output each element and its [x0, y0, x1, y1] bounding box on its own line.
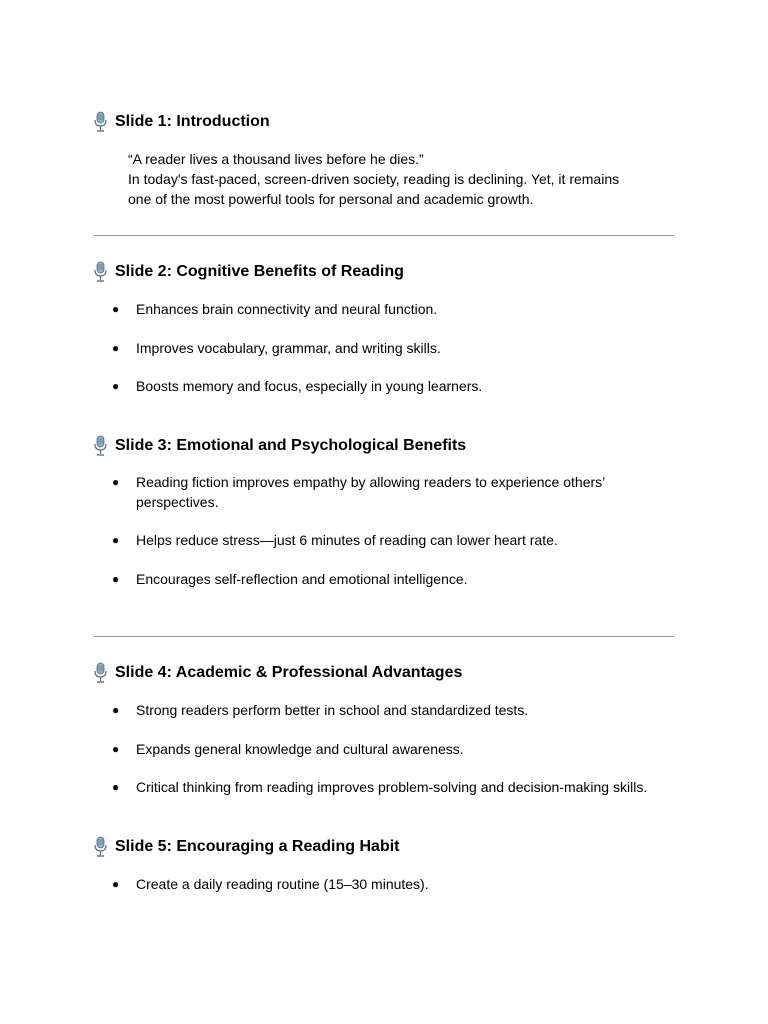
slide-1-title: Slide 1: Introduction: [115, 113, 270, 130]
list-item-text: Improves vocabulary, grammar, and writing skills.: [136, 340, 441, 356]
list-item: [112, 472, 612, 512]
intro-paragraph-line-1: In today's fast-paced, screen-driven society, reading is declining. Yet, it remains: [128, 171, 620, 187]
list-item-text: Enhances brain connectivity and neural function.: [136, 301, 438, 317]
list-item-text: Helps reduce stress—just 6 minutes of reading can lower heart rate.: [136, 532, 558, 548]
microphone-icon: [92, 261, 109, 283]
list-item-text: Encourages self-reflection and emotional intelligence.: [136, 571, 468, 587]
list-item: [112, 739, 652, 759]
microphone-icon: [92, 435, 109, 457]
list-item: [112, 777, 692, 797]
slide-2-heading: [92, 260, 404, 284]
microphone-icon: [92, 662, 109, 684]
list-item-text: Expands general knowledge and cultural awareness.: [136, 741, 464, 757]
list-item: [112, 338, 652, 358]
slide-5-heading: [92, 835, 399, 859]
bullet-icon: ●: [112, 877, 120, 891]
microphone-icon: [92, 836, 109, 858]
intro-paragraph-line-2: one of the most powerful tools for personal and academic growth.: [128, 191, 534, 207]
slide-2-title: Slide 2: Cognitive Benefits of Reading: [115, 263, 404, 280]
list-item: [112, 874, 652, 894]
bullet-icon: ●: [112, 703, 120, 717]
section-divider: [94, 636, 674, 637]
bullet-icon: ●: [112, 302, 120, 316]
list-item: [112, 700, 652, 720]
bullet-icon: ●: [112, 475, 120, 489]
list-item-text: Strong readers perform better in school and standardized tests.: [136, 702, 529, 718]
list-item: [112, 376, 652, 396]
slide-3-title: Slide 3: Emotional and Psychological Benefits: [115, 437, 467, 454]
section-divider: [94, 235, 674, 236]
list-item: [112, 299, 652, 319]
list-item: [112, 530, 652, 550]
bullet-icon: ●: [112, 742, 120, 756]
bullet-icon: ●: [112, 379, 120, 393]
bullet-icon: ●: [112, 572, 120, 586]
intro-quote: “A reader lives a thousand lives before he dies.”: [128, 151, 424, 167]
slide-3-heading: [92, 434, 466, 458]
list-item-text: Reading fiction improves empathy by allowing readers to experience others’ perspectives.: [136, 474, 605, 510]
list-item-text: Boosts memory and focus, especially in young learners.: [136, 378, 483, 394]
list-item-text: Create a daily reading routine (15–30 minutes).: [136, 876, 429, 892]
bullet-icon: ●: [112, 341, 120, 355]
list-item-text: Critical thinking from reading improves problem-solving and decision-making skills.: [136, 779, 648, 795]
bullet-icon: ●: [112, 780, 120, 794]
slide-1-heading: [92, 110, 270, 134]
bullet-icon: ●: [112, 533, 120, 547]
slide-4-heading: [92, 661, 462, 685]
slide-4-title: Slide 4: Academic & Professional Advantages: [115, 664, 463, 681]
slide-5-title: Slide 5: Encouraging a Reading Habit: [115, 838, 400, 855]
microphone-icon: [92, 111, 109, 133]
list-item: [112, 569, 652, 589]
